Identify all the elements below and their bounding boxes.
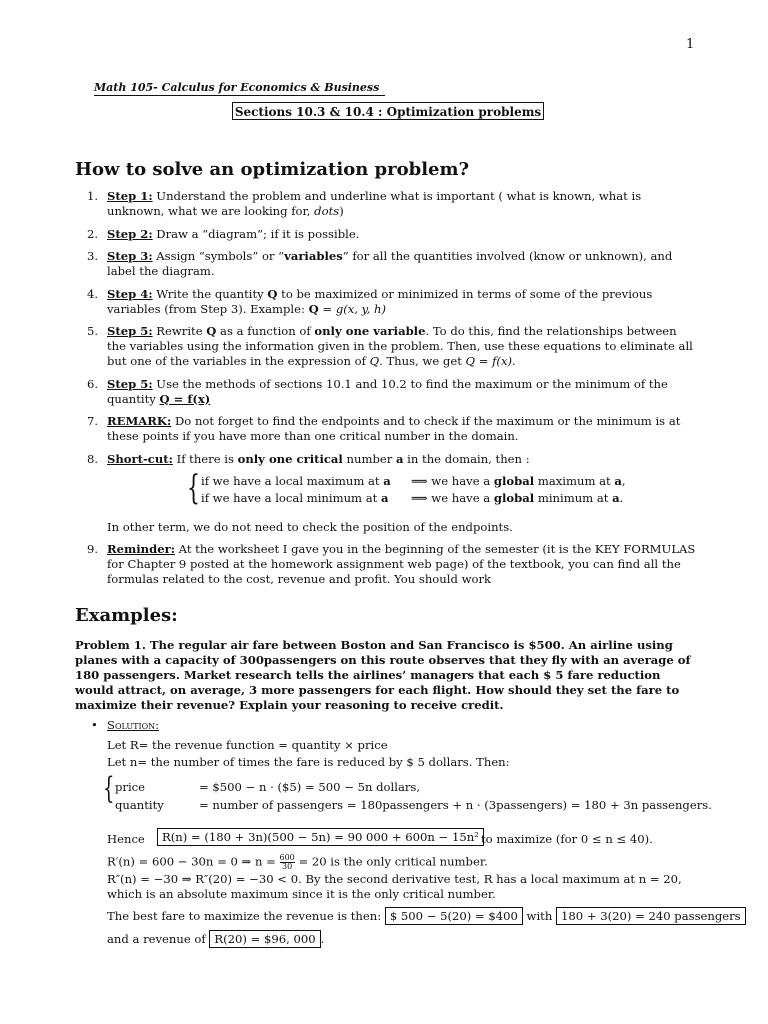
first-derivative-line — [107, 854, 488, 871]
step-item — [75, 324, 697, 369]
left-brace: { — [103, 771, 115, 806]
frac-den: 30 — [282, 862, 293, 871]
math-text: The best fare to maximize the revenue is then: — [107, 909, 385, 923]
step-number: 1. — [87, 189, 99, 203]
passengers-box: 180 + 3(20) = 240 passengers — [556, 907, 746, 925]
left-brace: { — [187, 467, 200, 508]
price-equation: = $500 − n · ($5) = 500 − 5n dollars, — [199, 780, 421, 794]
case-row-min — [201, 491, 623, 506]
solution-label: Solution: — [107, 718, 160, 732]
step-bold: Q — [308, 301, 319, 316]
step-bold: only one critical — [237, 451, 343, 466]
step-number: 5. — [87, 324, 99, 338]
step-bold: Q — [206, 324, 217, 338]
step-text: to be maximized or minimized in terms of some of the previous variables (from Step 3). Example: — [107, 286, 653, 316]
step-bold: Q — [267, 286, 278, 301]
revenue-function-box: R(n) = (180 + 3n)(500 − 5n) = 90 000 + 600n − 15n² — [157, 828, 484, 846]
frac-num: 600 — [279, 853, 295, 862]
case-text: , — [621, 473, 626, 488]
step-italic: Q = f(x) — [465, 354, 513, 368]
step-text: Understand the problem and underline what is important ( what is known, what is unknown, what we are looking for, — [107, 189, 642, 218]
step-item — [75, 414, 697, 444]
step-label: Step 5: — [107, 324, 153, 338]
step-text: = — [318, 301, 336, 316]
math-text: = 20 is the only critical number. — [294, 854, 488, 869]
step-bold: a — [395, 451, 404, 466]
math-text: with — [522, 909, 556, 923]
step-number: 7. — [87, 414, 99, 428]
step-number: 9. — [87, 542, 99, 556]
step-text: Write the quantity — [152, 286, 268, 301]
step-text: Rewrite — [152, 324, 207, 338]
best-fare-line — [107, 907, 746, 925]
step-label: Reminder: — [107, 542, 175, 556]
step-text: If there is — [172, 451, 238, 466]
case-text: ⟹ we have a — [411, 490, 494, 505]
case-bold: global — [493, 490, 535, 505]
step-bold: Q = f(x) — [159, 391, 211, 406]
step-item — [75, 542, 697, 587]
shortcut-note: In other term, we do not need to check the position of the endpoints. — [107, 519, 513, 534]
case-row-max — [201, 474, 626, 489]
fraction — [280, 854, 295, 871]
step-text: ” for all the quantities involved (know or unknown), and label the diagram. — [107, 249, 673, 278]
case-text: . — [619, 490, 624, 505]
hence-label: Hence — [107, 832, 145, 846]
step-number: 4. — [87, 286, 99, 301]
step-label: Step 1: — [107, 189, 153, 203]
step-text: ) — [339, 204, 344, 218]
step-item — [75, 377, 697, 407]
step-text: . To do this, find the relationships between the variables using the information given in the problem. Then, use these equations to eliminate all but one of the variables in the expression of — [107, 324, 693, 368]
case-text: minimum at — [534, 490, 613, 505]
step-item — [75, 452, 697, 535]
bullet-icon: • — [91, 718, 98, 732]
step-text: Assign “symbols” or “ — [152, 249, 285, 263]
case-bold: a — [614, 473, 622, 488]
step-text: . Thus, we get — [379, 354, 466, 368]
step-text: At the worksheet I gave you in the beginning of the semester (it is the KEY FORMULAS for Chapter 9 posted at the homework assignment web page) of the textbook, you can find all the formulas related to the cost, revenue and profit. You should work — [107, 542, 696, 586]
solution-line: Let n= the number of times the fare is reduced by $ 5 dollars. Then: — [107, 755, 510, 769]
step-number: 3. — [87, 249, 99, 263]
step-text: Do not forget to find the endpoints and to check if the maximum or the minimum is at these points if you have more than one critical number in the domain. — [107, 414, 681, 443]
math-text: and a revenue of — [107, 932, 210, 946]
step-number: 2. — [87, 226, 99, 241]
step-label: Short-cut: — [107, 451, 173, 466]
hence-tail: to maximize (for 0 ≤ n ≤ 40). — [481, 832, 653, 846]
case-bold: a — [383, 473, 391, 488]
problem-1-text: Problem 1. The regular air fare between Boston and San Francisco is $500. An airline using planes with a capacity of 300passengers on this route observes that they fly with an average of 180 passengers. Market research tells the airlines’ managers that each $ 5 fare reduction would attract, on average, 3 more passengers for each flight. How should they set the fare to maximize their revenue? Explain your reasoning to receive credit. — [75, 638, 691, 712]
step-label: Step 3: — [107, 249, 153, 263]
shortcut-cases — [187, 467, 697, 508]
step-italic: g(x, y, h) — [335, 301, 387, 316]
step-item — [75, 287, 697, 317]
step-item — [75, 189, 697, 219]
step-bold: variables — [284, 249, 343, 263]
step-item — [75, 249, 697, 279]
case-text: if we have a local minimum at — [201, 490, 381, 505]
sections-title-box: Sections 10.3 & 10.4 : Optimization problems — [232, 102, 544, 120]
heading-how-to-solve: How to solve an optimization problem? — [75, 159, 470, 180]
step-label: Step 4: — [107, 286, 153, 301]
quantity-equation: = number of passengers = 180passengers + n · (3passengers) = 180 + 3n passengers. — [199, 798, 712, 812]
case-bold: global — [493, 473, 535, 488]
step-text: . — [512, 354, 516, 368]
case-text: ⟹ we have a — [411, 473, 494, 488]
step-label: REMARK: — [107, 414, 172, 428]
quantity-label: quantity — [115, 798, 164, 812]
heading-examples: Examples: — [75, 605, 178, 626]
revenue-box: R(20) = $96, 000 — [209, 930, 320, 948]
price-label: price — [115, 780, 146, 794]
step-label: Step 2: — [107, 226, 153, 241]
step-bold: only one variable — [314, 324, 426, 338]
step-text: in the domain, then : — [403, 451, 530, 466]
step-text: Use the methods of sections 10.1 and 10.2 to find the maximum or the minimum of the quantity — [107, 376, 668, 406]
step-text: number — [342, 451, 396, 466]
step-italic: Q — [369, 354, 380, 368]
step-italic: dots — [314, 204, 340, 218]
solution-line: Let R= the revenue function = quantity × price — [107, 738, 388, 752]
step-text: Draw a “diagram”; if it is possible. — [152, 226, 360, 241]
case-bold: a — [381, 490, 389, 505]
step-label: Step 5: — [107, 376, 153, 391]
step-item — [75, 227, 697, 242]
math-text: R′(n) = 600 − 30n = 0 ⇒ n = — [107, 854, 280, 869]
page-number: 1 — [686, 37, 695, 52]
best-fare-box: $ 500 − 5(20) = $400 — [385, 907, 523, 925]
second-derivative-line: R″(n) = −30 ⇒ R″(20) = −30 < 0. By the second derivative test, R has a local maximum at n = 20, which is an absolute maximum since it is the only critical number. — [107, 872, 682, 901]
math-text: . — [320, 932, 325, 946]
revenue-line — [107, 930, 324, 948]
steps-list — [75, 189, 697, 595]
case-text: if we have a local maximum at — [201, 473, 384, 488]
step-text: as a function of — [216, 324, 315, 338]
case-text: maximum at — [534, 473, 615, 488]
course-title: Math 105- Calculus for Economics & Business — [94, 81, 385, 96]
case-bold: a — [612, 490, 620, 505]
step-number: 6. — [87, 376, 99, 391]
step-number: 8. — [87, 451, 99, 466]
